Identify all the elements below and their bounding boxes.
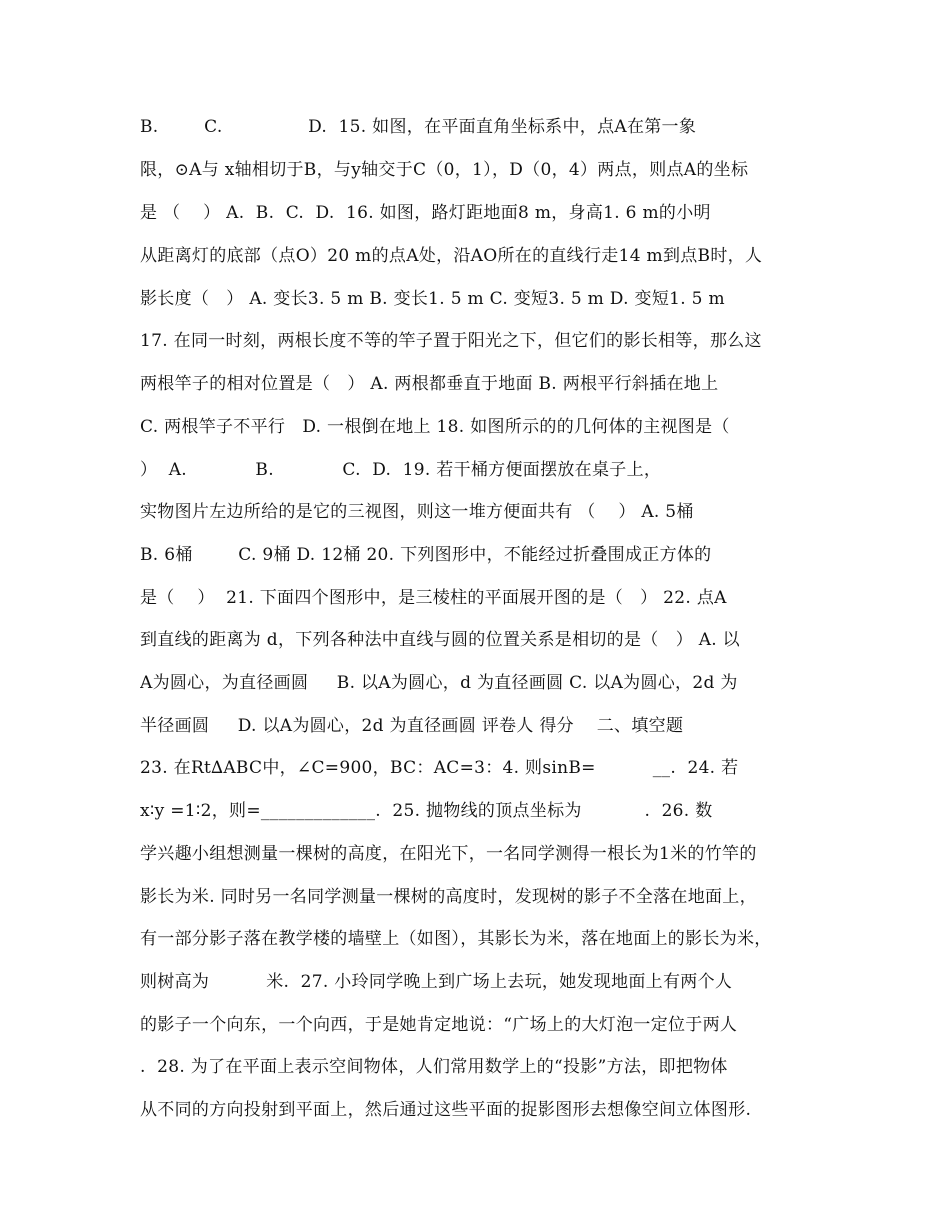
text-line: 学兴趣小组想测量一棵树的高度，在阳光下，一名同学测得一根长为1米的竹竿的 bbox=[140, 844, 757, 864]
text-line: 是 （ ） A. B. C. D. 16. 如图，路灯距地面8 m，身高1. 6 m的小明 bbox=[140, 203, 711, 223]
text-line: 从距离灯的底部（点O）20 m的点A处，沿AO所在的直线行走14 m到点B时，人 bbox=[140, 246, 763, 266]
text-line: B. 6桶 C. 9桶 D. 12桶 20. 下列图形中，不能经过折叠围成正方体的 bbox=[140, 545, 712, 565]
text-line: 17. 在同一时刻，两根长度不等的竿子置于阳光之下，但它们的影长相等，那么这 bbox=[140, 331, 762, 351]
text-line: 实物图片左边所给的是它的三视图，则这一堆方便面共有 （ ） A. 5桶 bbox=[140, 502, 694, 522]
text-line: . 28. 为了在平面上表示空间物体，人们常用数学上的“投影”方法，即把物体 bbox=[140, 1057, 728, 1077]
text-line: 是（ ） 21. 下面四个图形中，是三棱柱的平面展开图的是（ ） 22. 点A bbox=[140, 588, 727, 608]
text-line: 影长度（ ） A. 变长3. 5 m B. 变长1. 5 m C. 变短3. 5 m D. 变短1. 5 m bbox=[140, 289, 725, 309]
text-line: A为圆心，为直径画圆 B. 以A为圆心，d 为直径画圆 C. 以A为圆心，2d 为 bbox=[140, 673, 738, 693]
text-line: 的影子一个向东，一个向西，于是她肯定地说：“广场上的大灯泡一定位于两人 bbox=[140, 1015, 738, 1035]
text-line: ） A. B. C. D. 19. 若干桶方便面摆放在桌子上， bbox=[140, 460, 662, 480]
text-line: 从不同的方向投射到平面上，然后通过这些平面的捉影图形去想像空间立体图形. bbox=[140, 1100, 752, 1120]
text-line: 限，⊙A与 x轴相切于B，与y轴交于C（0，1），D（0，4）两点，则点A的坐标 bbox=[140, 160, 749, 180]
text-line: 半径画圆 D. 以A为圆心，2d 为直径画圆 评卷人 得分 二、填空题 bbox=[140, 716, 684, 736]
text-line: 影长为米. 同时另一名同学测量一棵树的高度时，发现树的影子不全落在地面上， bbox=[140, 887, 757, 907]
text-line: x∶y =1∶2，则=_____________. 25. 抛物线的顶点坐标为 . 26. 数 bbox=[140, 801, 713, 821]
text-line: 有一部分影子落在教学楼的墙壁上（如图），其影长为米，落在地面上的影长为米， bbox=[140, 929, 772, 949]
text-line: 到直线的距离为 d，下列各种法中直线与圆的位置关系是相切的是（ ） A. 以 bbox=[140, 630, 740, 650]
text-line: 两根竿子的相对位置是（ ） A. 两根都垂直于地面 B. 两根平行斜插在地上 bbox=[140, 374, 719, 394]
text-line: B. C. D. 15. 如图，在平面直角坐标系中，点A在第一象 bbox=[140, 117, 697, 137]
text-line: 则树高为 米. 27. 小玲同学晚上到广场上去玩，她发现地面上有两个人 bbox=[140, 972, 733, 992]
text-line: C. 两根竿子不平行 D. 一根倒在地上 18. 如图所示的的几何体的主视图是（ bbox=[140, 417, 730, 437]
text-line: 23. 在Rt∆ABC中，∠C=900，BC：AC=3：4. 则sinB= __. 24. 若 bbox=[140, 758, 739, 778]
